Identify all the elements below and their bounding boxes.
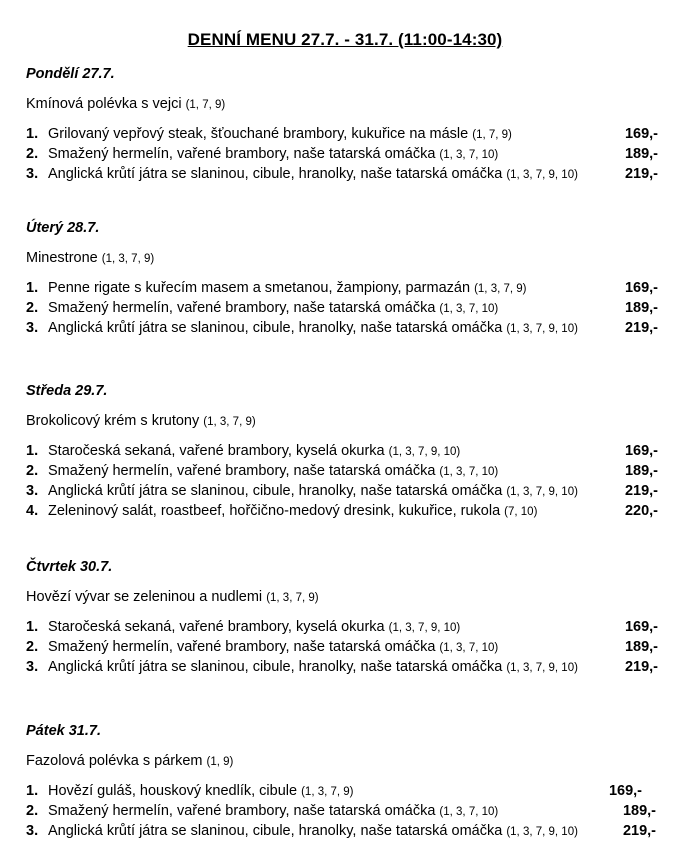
item-price: 169,- <box>624 619 658 635</box>
soup-line <box>26 752 666 770</box>
item-name: Anglická krůtí játra se slaninou, cibule, hranolky, naše tatarská omáčka <box>48 320 503 336</box>
allergens: (1, 9) <box>206 756 234 768</box>
soup-name: Hovězí vývar se zeleninou a nudlemi <box>26 589 263 605</box>
allergens: (1, 3, 7, 10) <box>439 806 499 818</box>
item-price: 189,- <box>624 639 658 655</box>
soup-line <box>26 249 666 267</box>
item-number: 1. <box>26 783 39 799</box>
item-number: 3. <box>26 659 39 675</box>
allergens: (1, 3, 7, 10) <box>439 149 499 161</box>
item-price: 219,- <box>624 320 658 336</box>
soup-name: Kmínová polévka s vejci <box>26 96 182 112</box>
menu-item <box>26 617 666 637</box>
menu-item <box>26 461 666 481</box>
item-name: Anglická krůtí játra se slaninou, cibule, hranolky, naše tatarská omáčka <box>48 823 503 839</box>
item-price: 219,- <box>624 166 658 182</box>
item-price: 169,- <box>624 280 658 296</box>
day-section-monday <box>26 65 666 184</box>
menu-item <box>26 124 666 144</box>
item-name: Smažený hermelín, vařené brambory, naše tatarská omáčka <box>48 803 436 819</box>
menu-item <box>26 781 666 801</box>
menu-item <box>26 164 666 184</box>
item-name: Smažený hermelín, vařené brambory, naše tatarská omáčka <box>48 300 436 316</box>
item-name: Hovězí guláš, houskový knedlík, cibule <box>48 783 298 799</box>
soup-name: Brokolicový krém s krutony <box>26 413 200 429</box>
day-heading: Pondělí 27.7. <box>26 66 115 82</box>
item-name: Anglická krůtí játra se slaninou, cibule, hranolky, naše tatarská omáčka <box>48 659 503 675</box>
item-number: 1. <box>26 619 39 635</box>
item-number: 1. <box>26 126 39 142</box>
item-price: 169,- <box>624 126 658 142</box>
item-price: 169,- <box>624 443 658 459</box>
item-name: Smažený hermelín, vařené brambory, naše tatarská omáčka <box>48 639 436 655</box>
item-name: Staročeská sekaná, vařené brambory, kyselá okurka <box>48 443 385 459</box>
menu-item <box>26 637 666 657</box>
item-name: Staročeská sekaná, vařené brambory, kyselá okurka <box>48 619 385 635</box>
day-heading: Pátek 31.7. <box>26 723 101 739</box>
item-name: Grilovaný vepřový steak, šťouchané brambory, kukuřice na másle <box>48 126 469 142</box>
allergens: (1, 3, 7, 9) <box>474 283 527 295</box>
allergens: (1, 3, 7, 9) <box>266 592 319 604</box>
item-number: 2. <box>26 463 39 479</box>
day-section-tuesday <box>26 219 666 338</box>
allergens: (1, 3, 7, 9, 10) <box>506 323 578 335</box>
item-price: 189,- <box>624 300 658 316</box>
item-number: 2. <box>26 300 39 316</box>
item-name: Smažený hermelín, vařené brambory, naše tatarská omáčka <box>48 146 436 162</box>
allergens: (1, 3, 7, 9) <box>301 786 354 798</box>
soup-line <box>26 412 666 430</box>
allergens: (1, 7, 9) <box>472 129 512 141</box>
allergens: (1, 3, 7, 9, 10) <box>388 446 461 458</box>
item-number: 1. <box>26 443 39 459</box>
item-number: 2. <box>26 803 39 819</box>
menu-item <box>26 481 666 501</box>
allergens: (1, 3, 7, 9, 10) <box>506 662 578 674</box>
item-number: 3. <box>26 320 39 336</box>
item-price: 189,- <box>624 146 658 162</box>
day-section-friday <box>26 722 666 841</box>
allergens: (1, 3, 7, 9, 10) <box>506 486 578 498</box>
item-number: 1. <box>26 280 39 296</box>
item-number: 2. <box>26 639 39 655</box>
item-price: 219,- <box>622 823 656 839</box>
item-price: 220,- <box>624 503 658 519</box>
menu-item <box>26 318 666 338</box>
allergens: (1, 3, 7, 9, 10) <box>388 622 461 634</box>
day-heading: Úterý 28.7. <box>26 220 100 236</box>
day-section-thursday <box>26 558 666 677</box>
item-name: Anglická krůtí játra se slaninou, cibule, hranolky, naše tatarská omáčka <box>48 483 503 499</box>
day-heading: Středa 29.7. <box>26 383 108 399</box>
item-name: Penne rigate s kuřecím masem a smetanou, žampiony, parmazán <box>48 280 471 296</box>
allergens: (1, 3, 7, 9, 10) <box>506 169 578 181</box>
soup-line <box>26 95 666 113</box>
allergens: (1, 3, 7, 10) <box>439 303 499 315</box>
day-heading: Čtvrtek 30.7. <box>26 559 113 575</box>
allergens: (1, 3, 7, 9, 10) <box>506 826 578 838</box>
item-name: Anglická krůtí játra se slaninou, cibule, hranolky, naše tatarská omáčka <box>48 166 503 182</box>
menu-item <box>26 298 666 318</box>
soup-name: Fazolová polévka s párkem <box>26 753 203 769</box>
menu-item <box>26 657 666 677</box>
menu-item <box>26 821 666 841</box>
item-name: Smažený hermelín, vařené brambory, naše tatarská omáčka <box>48 463 436 479</box>
menu-item <box>26 501 666 521</box>
soup-line <box>26 588 666 606</box>
allergens: (1, 3, 7, 9) <box>203 416 256 428</box>
item-number: 2. <box>26 146 39 162</box>
allergens: (1, 3, 7, 9) <box>101 253 155 265</box>
allergens: (1, 3, 7, 10) <box>439 642 499 654</box>
item-number: 3. <box>26 823 39 839</box>
allergens: (7, 10) <box>504 506 538 518</box>
item-price: 169,- <box>608 783 642 799</box>
menu-title: DENNÍ MENU 27.7. - 31.7. (11:00-14:30) <box>187 30 503 49</box>
item-number: 3. <box>26 166 39 182</box>
day-section-wednesday <box>26 382 666 521</box>
allergens: (1, 3, 7, 10) <box>439 466 499 478</box>
soup-name: Minestrone <box>26 250 98 266</box>
item-price: 219,- <box>624 483 658 499</box>
item-number: 4. <box>26 503 39 519</box>
item-price: 189,- <box>624 463 658 479</box>
allergens: (1, 7, 9) <box>185 99 226 111</box>
menu-item <box>26 801 666 821</box>
menu-item <box>26 144 666 164</box>
item-price: 189,- <box>622 803 656 819</box>
item-name: Zeleninový salát, roastbeef, hořčično-medový dresink, kukuřice, rukola <box>48 503 501 519</box>
menu-item <box>26 278 666 298</box>
item-price: 219,- <box>624 659 658 675</box>
menu-item <box>26 441 666 461</box>
item-number: 3. <box>26 483 39 499</box>
